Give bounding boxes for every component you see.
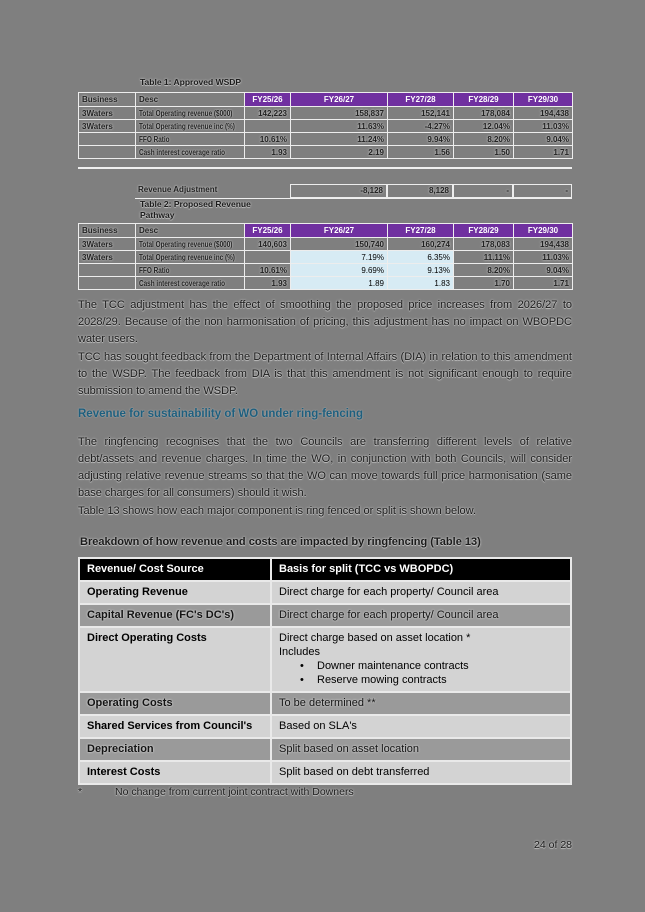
table13-row-depreciation: [79, 738, 571, 761]
table1-approved-wsdp: [78, 92, 573, 159]
paragraph-tcc-adjustment: The TCC adjustment has the effect of smoothing the proposed price increases from 2026/27 to 2028/29. Because of the non harmonisation of pricing, this adjustment has no impact on WBOPDC water users.: [78, 299, 572, 345]
cell-desc: [136, 238, 245, 251]
cell-value: 10.61%: [245, 133, 291, 146]
revenue-adjustment-fy2728: 8,128: [387, 184, 453, 198]
cell-value: 178,084: [454, 107, 514, 120]
footnote-text: No change from current joint contract with Downers: [115, 786, 354, 798]
cell-value: 1.56: [388, 146, 454, 159]
cell-desc: [136, 264, 245, 277]
cell-desc-text: Total Operating revenue ($000): [139, 239, 233, 249]
table1-row-ffo-ratio: [79, 133, 573, 146]
cell-source: Interest Costs: [79, 761, 271, 784]
paragraph-table13-intro: Table 13 shows how each major component is ring fenced or split is shown below.: [78, 505, 477, 517]
cell-value: 140,603: [245, 238, 291, 251]
cell-desc-text: Cash interest coverage ratio: [139, 278, 226, 288]
cell-source: Shared Services from Council's: [79, 715, 271, 738]
revenue-adjustment-fy2526: [244, 184, 290, 196]
revenue-adjustment-row: [135, 184, 572, 199]
cell-value: 11.24%: [291, 133, 388, 146]
table13-row-direct-operating-costs: [79, 627, 571, 692]
cell-basis: Split based on debt transferred: [271, 761, 571, 784]
col-header-desc: Desc: [136, 93, 245, 107]
col-header-fy2627: FY26/27: [291, 93, 388, 107]
table13-caption: Breakdown of how revenue and costs are impacted by ringfencing (Table 13): [80, 536, 481, 548]
cell-value: 158,837: [291, 107, 388, 120]
col-header-fy2930: FY29/30: [514, 93, 573, 107]
cell-desc: [136, 133, 245, 146]
table1-header-row: [79, 93, 573, 107]
cell-desc: [136, 277, 245, 290]
cell-value: 1.70: [454, 277, 514, 290]
table2-proposed-revenue-pathway: [78, 223, 573, 290]
cell-value: 150,740: [291, 238, 388, 251]
footnote: [78, 786, 572, 798]
cell-value: 10.61%: [245, 264, 291, 277]
revenue-adjustment-fy2930: -: [513, 184, 572, 198]
cell-value: 11.03%: [514, 251, 573, 264]
cell-value-highlighted: 1.89: [291, 277, 388, 290]
table2-row-cash-interest: [79, 277, 573, 290]
table13-col-header-source: Revenue/ Cost Source: [79, 558, 271, 581]
cell-value: 178,083: [454, 238, 514, 251]
col-header-fy2728: FY27/28: [388, 93, 454, 107]
cell-value: 194,438: [514, 238, 573, 251]
cell-desc: [136, 146, 245, 159]
col-header-fy2829: FY28/29: [454, 93, 514, 107]
cell-value-highlighted: 1.83: [388, 277, 454, 290]
cell-desc: [136, 120, 245, 133]
cell-source: Depreciation: [79, 738, 271, 761]
table13-row-shared-services: [79, 715, 571, 738]
separator-rule: [78, 167, 572, 169]
cell-desc: [136, 251, 245, 264]
revenue-adjustment-fy2627: -8,128: [290, 184, 387, 198]
cell-business: 3Waters: [79, 120, 136, 133]
table13-row-interest-costs: [79, 761, 571, 784]
cell-basis: Based on SLA's: [271, 715, 571, 738]
basis-line: Direct charge based on asset location *: [279, 632, 471, 644]
table2-row-revenue-increase: [79, 251, 573, 264]
cell-value: 11.03%: [514, 120, 573, 133]
col-header-fy2526: FY25/26: [245, 224, 291, 238]
table2-title-line2: Pathway: [140, 210, 175, 220]
table2-header-row: [79, 224, 573, 238]
cell-value: 11.11%: [454, 251, 514, 264]
cell-value: 1.71: [514, 146, 573, 159]
cell-business: [79, 146, 136, 159]
table2-row-revenue: [79, 238, 573, 251]
table13-row-capital-revenue: [79, 604, 571, 627]
cell-value: 152,141: [388, 107, 454, 120]
cell-value: 9.94%: [388, 133, 454, 146]
table1-row-revenue: [79, 107, 573, 120]
cell-value: 9.04%: [514, 133, 573, 146]
cell-value-highlighted: 9.69%: [291, 264, 388, 277]
cell-value: 2.19: [291, 146, 388, 159]
table13-col-header-basis: Basis for split (TCC vs WBOPDC): [271, 558, 571, 581]
cell-value: 11.63%: [291, 120, 388, 133]
cell-value: 12.04%: [454, 120, 514, 133]
section-heading-ring-fencing: Revenue for sustainability of WO under ring-fencing: [78, 408, 363, 420]
table1-title: Table 1: Approved WSDP: [140, 77, 242, 87]
paragraph-ringfencing: The ringfencing recognises that the two Councils are transferring different levels of relative debt/assets and revenue charges. In time the WO, in conjunction with both Councils, will consider adjusting relative revenue streams so that the WO can move towards full price harmonisation (same base charges for all consumers) should it wish.: [78, 436, 572, 499]
col-header-fy2728: FY27/28: [388, 224, 454, 238]
col-header-business: Business: [79, 224, 136, 238]
basis-bullet-item: • Downer maintenance contracts: [279, 659, 563, 673]
cell-basis: To be determined **: [271, 692, 571, 715]
table13-header-row: [79, 558, 571, 581]
table13-ringfencing-breakdown: [78, 557, 572, 785]
table2-title-line1: Table 2: Proposed Revenue: [140, 199, 251, 209]
cell-value: 194,438: [514, 107, 573, 120]
cell-value: 9.04%: [514, 264, 573, 277]
cell-source: Capital Revenue (FC's DC's): [79, 604, 271, 627]
cell-desc-text: FFO Ratio: [139, 265, 170, 275]
basis-bullet-item: • Reserve mowing contracts: [279, 673, 563, 687]
footnote-marker: *: [78, 786, 83, 798]
cell-basis: [271, 627, 571, 692]
cell-basis: Direct charge for each property/ Council area: [271, 604, 571, 627]
cell-source: Operating Revenue: [79, 581, 271, 604]
col-header-fy2829: FY28/29: [454, 224, 514, 238]
cell-value: 1.93: [245, 146, 291, 159]
table1-row-cash-interest: [79, 146, 573, 159]
cell-value: -4.27%: [388, 120, 454, 133]
cell-desc: [136, 107, 245, 120]
table1-row-revenue-increase: [79, 120, 573, 133]
col-header-fy2627: FY26/27: [291, 224, 388, 238]
cell-business: 3Waters: [79, 251, 136, 264]
cell-value-highlighted: 6.35%: [388, 251, 454, 264]
table13-row-operating-revenue: [79, 581, 571, 604]
cell-basis: Split based on asset location: [271, 738, 571, 761]
cell-desc-text: FFO Ratio: [139, 134, 170, 144]
cell-business: 3Waters: [79, 107, 136, 120]
col-header-fy2930: FY29/30: [514, 224, 573, 238]
cell-source: Operating Costs: [79, 692, 271, 715]
cell-value: 160,274: [388, 238, 454, 251]
cell-value: [245, 120, 291, 133]
cell-value: 1.50: [454, 146, 514, 159]
cell-value: 8.20%: [454, 264, 514, 277]
cell-desc-text: Total Operating revenue inc (%): [139, 121, 235, 131]
revenue-adjustment-label: Revenue Adjustment: [138, 185, 218, 194]
paragraph-dia-feedback: TCC has sought feedback from the Department of Internal Affairs (DIA) in relation to this amendment to the WSDP. The feedback from DIA is that this amendment is not significant enough to require submission to amend the WSDP.: [78, 351, 572, 397]
cell-business: [79, 264, 136, 277]
cell-basis: Direct charge for each property/ Council area: [271, 581, 571, 604]
table2-row-ffo-ratio: [79, 264, 573, 277]
cell-source: Direct Operating Costs: [79, 627, 271, 692]
cell-value: 8.20%: [454, 133, 514, 146]
col-header-business: Business: [79, 93, 136, 107]
table13-row-operating-costs: [79, 692, 571, 715]
cell-value-highlighted: 7.19%: [291, 251, 388, 264]
cell-desc-text: Total Operating revenue inc (%): [139, 252, 235, 262]
cell-value-highlighted: 9.13%: [388, 264, 454, 277]
col-header-fy2526: FY25/26: [245, 93, 291, 107]
cell-value: [245, 251, 291, 264]
col-header-desc: Desc: [136, 224, 245, 238]
cell-value: 142,223: [245, 107, 291, 120]
cell-business: [79, 277, 136, 290]
revenue-adjustment-fy2829: -: [453, 184, 513, 198]
cell-desc-text: Cash interest coverage ratio: [139, 147, 226, 157]
cell-desc-text: Total Operating revenue ($000): [139, 108, 233, 118]
cell-value: 1.93: [245, 277, 291, 290]
page-number: 24 of 28: [534, 839, 572, 851]
cell-value: 1.71: [514, 277, 573, 290]
cell-business: [79, 133, 136, 146]
cell-business: 3Waters: [79, 238, 136, 251]
basis-line: Includes: [279, 646, 320, 658]
